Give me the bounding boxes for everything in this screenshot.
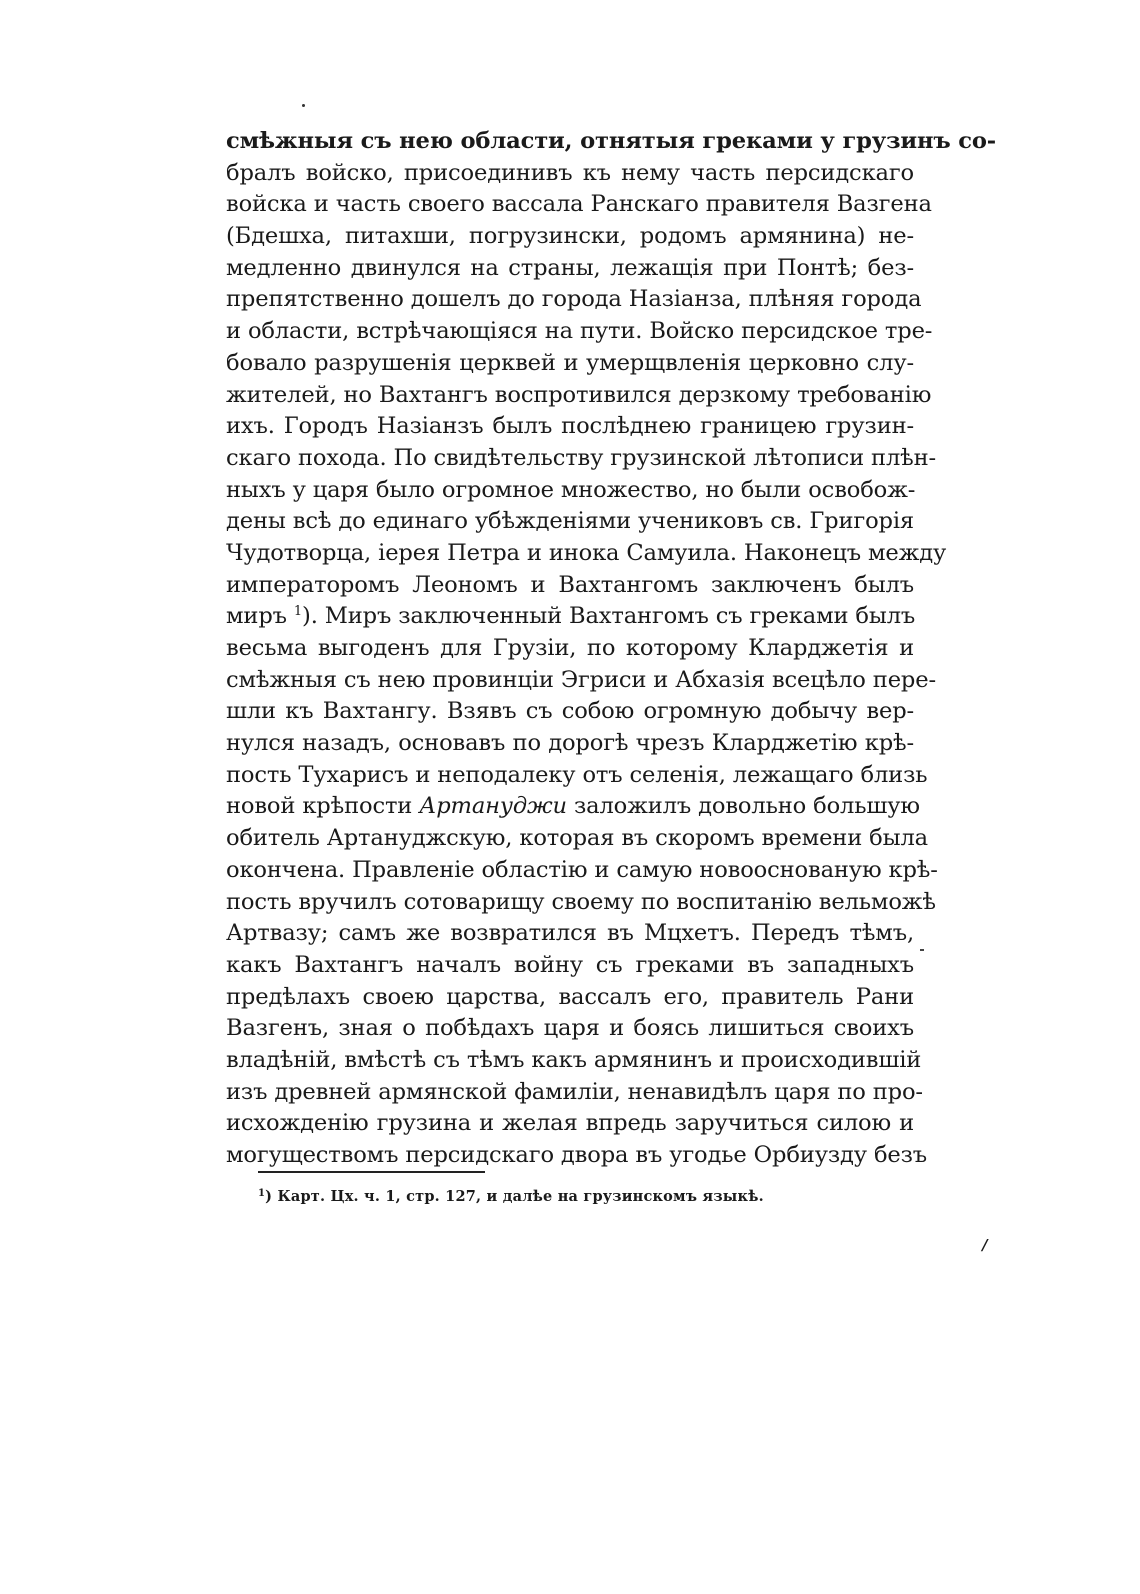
text-line: ихъ. Городъ Назіанзъ былъ послѣднею границею грузин-: [226, 413, 914, 440]
text-line: жителей, но Вахтангъ воспротивился дерзкому требованію: [226, 381, 932, 408]
text-line: дены всѣ до единаго убѣжденіями учениковъ св. Григорія: [226, 508, 915, 535]
text-line: бовало разрушенія церквей и умерщвленія церковно слу-: [226, 349, 914, 376]
text-fragment: миръ: [226, 603, 287, 630]
footnote-separator: [258, 1171, 485, 1173]
text-line: шли къ Вахтангу. Взявъ съ собою огромную добычу вер-: [226, 698, 914, 725]
text-line: [226, 601, 914, 633]
text-line: пость Тухарисъ и неподалеку отъ селенія, лежащаго близь: [226, 761, 928, 788]
text-line: войска и часть своего вассала Ранскаго правителя Вазгена: [226, 191, 932, 218]
text-fragment: ). Миръ заключенный Вахтангомъ съ греками былъ: [302, 603, 916, 630]
text-line: владѣній, вмѣстѣ съ тѣмъ какъ армянинъ и происходившій: [226, 1046, 922, 1073]
text-line: (Бдешха, питахши, погрузински, родомъ армянина) не-: [226, 223, 914, 250]
text-line: окончена. Правленіе областію и самую новооснованую крѣ-: [226, 856, 938, 883]
text-line: [226, 791, 920, 823]
footnote-reference[interactable]: 1: [293, 604, 303, 620]
text-line: весьма выгоденъ для Грузіи, по которому Кларджетія и: [226, 635, 914, 661]
text-line: Вазгенъ, зная о побѣдахъ царя и боясь лишиться своихъ: [226, 1015, 914, 1042]
text-line: и области, встрѣчающіяся на пути. Войско персидское тре-: [226, 318, 933, 345]
margin-mark: /: [982, 1236, 988, 1254]
text-line: смѣжныя съ нею провинціи Эгриси и Абхазія всецѣло пере-: [226, 666, 936, 693]
main-text: [226, 126, 997, 1172]
text-line: императоромъ Леономъ и Вахтангомъ заключенъ былъ: [226, 571, 914, 598]
text-line: изъ древней армянской фамиліи, ненавидѣлъ царя по про-: [226, 1078, 923, 1105]
text-line: обитель Артануджскую, которая въ скоромъ времени была: [226, 825, 928, 852]
text-line: какъ Вахтангъ началъ войну съ греками въ западныхъ: [226, 951, 914, 978]
text-line: нулся назадъ, основавъ по дорогѣ чрезъ Кларджетію крѣ-: [226, 730, 914, 757]
text-line: Чудотворца, іерея Петра и инока Самуила. Наконецъ между: [226, 539, 947, 566]
text-line: могуществомъ персидскаго двора въ угодье Орбиузду безъ: [226, 1142, 928, 1168]
footnote: [258, 1188, 764, 1205]
text-line: пость вручилъ сотоварищу своему по воспитанію вельможѣ: [226, 888, 936, 915]
footnote-marker: 1: [258, 1188, 266, 1199]
text-fragment: новой крѣпости: [226, 793, 413, 820]
text-line: исхожденію грузина и желая впредь заручиться силою и: [226, 1110, 914, 1137]
scan-mark: [920, 949, 924, 951]
text-line: медленно двинулся на страны, лежащія при Понтѣ; без-: [226, 254, 914, 281]
text-fragment: заложилъ довольно большую: [573, 793, 920, 820]
text-line: препятственно дошелъ до города Назіанза, плѣняя города: [226, 286, 922, 313]
footnote-text: ) Карт. Цх. ч. 1, стр. 127, и далѣе на грузинскомъ языкѣ.: [265, 1188, 764, 1205]
text-line: ныхъ у царя было огромное множество, но были освобож-: [226, 476, 916, 503]
scan-speck: [302, 104, 305, 107]
text-line: бралъ войско, присоединивъ къ нему часть персидскаго: [226, 159, 914, 186]
text-line: предѣлахъ своею царства, вассалъ его, правитель Рани: [226, 983, 914, 1010]
text-line: смѣжныя съ нею области, отнятыя греками у грузинъ со-: [226, 128, 997, 154]
text-line: Артвазу; самъ же возвратился въ Мцхетъ. Передъ тѣмъ,: [226, 920, 914, 947]
text-line: скаго похода. По свидѣтельству грузинской лѣтописи плѣн-: [226, 444, 937, 471]
emphasized-place-name: Артануджи: [419, 793, 567, 820]
